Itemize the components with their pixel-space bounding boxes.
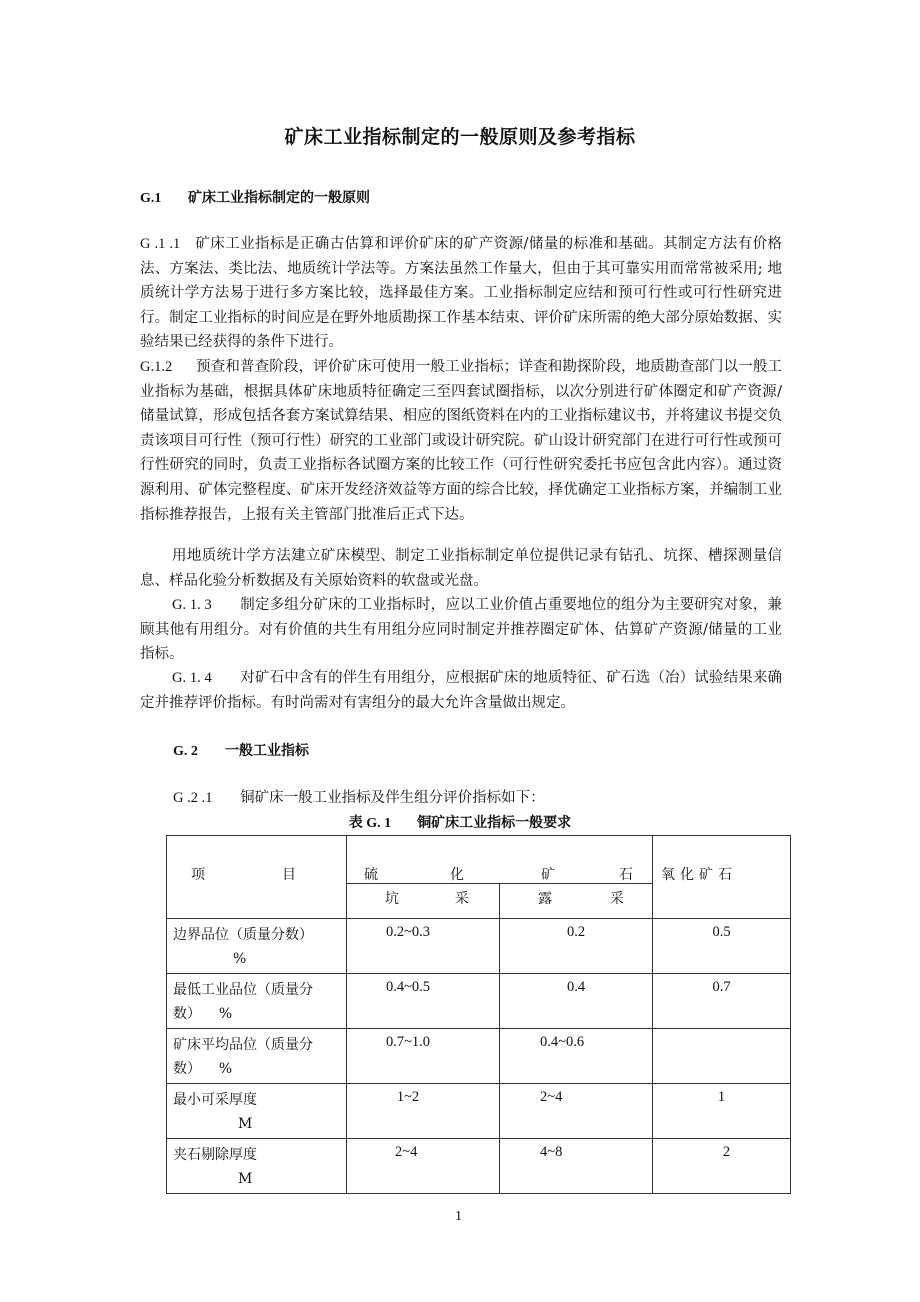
clause-number: G. 1. 4	[172, 670, 212, 686]
clause-number: G.1.2	[140, 359, 173, 375]
clause-number: G .1 .1	[140, 236, 181, 252]
table-row	[167, 919, 791, 974]
row-label	[167, 1139, 347, 1194]
table-row	[167, 974, 791, 1029]
cell-openpit: 4~8	[500, 1139, 653, 1194]
paragraph-text: 用地质统计学方法建立矿床模型、制定工业指标制定单位提供记录有钻孔、坑探、槽探测量信息、样品化验分析数据及有关原始资料的软盘或光盘。	[140, 548, 782, 589]
row-label-text: 边界品位（质量分数）	[173, 927, 313, 943]
table-row	[167, 1029, 791, 1084]
header-char: 采	[610, 890, 624, 907]
row-label	[167, 1029, 347, 1084]
header-oxide-text: 氧化矿石	[661, 867, 737, 883]
row-label-text	[173, 978, 328, 1026]
header-item-char: 项	[191, 867, 205, 883]
clause-number: G .2 .1	[173, 790, 213, 806]
cell-openpit: 0.2	[500, 919, 653, 974]
cell-underground: 2~4	[347, 1139, 500, 1194]
row-unit: %	[218, 1061, 233, 1077]
header-char: 坑	[385, 890, 399, 907]
paragraph-geostat	[140, 544, 782, 593]
clause-text: 预查和普查阶段，评价矿床可使用一般工业指标；详查和勘探阶段，地质勘查部门以一般工业指标为基础，根据具体矿床地质特征确定三至四套试圈指标，以次分别进行矿体圈定和矿产资源/储量试算，形成包括各套方案试算结果、相应的图纸资料在内的工业指标建议书，并将建议书提交负责该项目可行性（预可行性）研究的工业部门或设计研究院。矿山设计研究部门在进行可行性或预可行性研究的同时，负责工业指标各试圈方案的比较工作（可行性研究委托书应包含此内容）。通过资源利用、矿体完整程度、矿床开发经济效益等方面的综合比较，择优确定工业指标方案，并编制工业指标推荐报告，上报有关主管部门批准后正式下达。	[140, 359, 782, 523]
document-title: 矿床工业指标制定的一般原则及参考指标	[284, 126, 636, 148]
row-label-span: 最低工业品位（质量分数）	[173, 982, 313, 1022]
cell-oxide: 1	[653, 1084, 791, 1139]
header-item	[167, 836, 347, 919]
section-title: 矿床工业指标制定的一般原则	[188, 190, 370, 206]
clause-text: 制定多组分矿床的工业指标时，应以工业价值占重要地位的组分为主要研究对象，兼顾其他有用组分。对有价值的共生有用组分应同时制定并推荐圈定矿体、估算矿产资源/储量的工业指标。	[140, 597, 782, 663]
cell-oxide	[653, 1029, 791, 1084]
cell-underground: 1~2	[347, 1084, 500, 1139]
table-title: 铜矿床工业指标一般要求	[417, 815, 572, 831]
paragraph-g221	[173, 786, 773, 811]
page-number: 1	[455, 1209, 462, 1224]
section-number: G.1	[140, 191, 162, 206]
cell-oxide: 0.7	[653, 974, 791, 1029]
row-label	[167, 974, 347, 1029]
cell-oxide: 0.5	[653, 919, 791, 974]
cell-openpit: 0.4~0.6	[500, 1029, 653, 1084]
header-oxide-ore	[653, 836, 791, 919]
header-item-char: 目	[282, 867, 296, 883]
row-label-text: 夹石剔除厚度	[173, 1147, 257, 1163]
cell-openpit: 2~4	[500, 1084, 653, 1139]
header-char: 露	[538, 890, 552, 907]
table-number: 表 G. 1	[348, 816, 392, 831]
row-unit: %	[218, 1006, 233, 1022]
header-char: 硫	[364, 867, 378, 883]
header-underground	[347, 883, 500, 918]
row-label-text: 最小可采厚度	[173, 1092, 257, 1108]
paragraph-g112	[140, 355, 782, 527]
row-label	[167, 919, 347, 974]
header-char: 石	[619, 867, 633, 883]
table-caption	[0, 812, 920, 832]
section-heading-g1	[140, 187, 370, 207]
clause-text: 矿床工业指标是正确古估算和评价矿床的矿产资源/储量的标准和基础。其制定方法有价格法、方案法、类比法、地质统计学法等。方案法虽然工作量大，但由于其可靠实用而常常被采用; 地质统计学方法易于进行多方案比较，选择最佳方案。工业指标制定应结和预可行性或可行性研究进行。制定工业指标的时间应是在野外地质勘探工作基本结束、评价矿床所需的绝大部分原始数据、实验结果已经获得的条件下进行。	[140, 236, 782, 351]
header-char: 矿	[541, 867, 555, 883]
copper-index-table	[166, 835, 791, 1194]
row-unit: %	[233, 951, 247, 967]
section-heading-g2	[173, 740, 309, 760]
row-label-span: 矿床平均品位（质量分数）	[173, 1037, 313, 1077]
cell-underground: 0.4~0.5	[347, 974, 500, 1029]
section-number: G. 2	[173, 744, 198, 759]
section-title: 一般工业指标	[225, 743, 309, 759]
row-label-text	[173, 1033, 328, 1081]
cell-underground: 0.2~0.3	[347, 919, 500, 974]
header-char: 化	[450, 867, 464, 883]
table-row	[167, 1139, 791, 1194]
cell-oxide: 2	[653, 1139, 791, 1194]
clause-text: 铜矿床一般工业指标及伴生组分评价指标如下：	[240, 790, 545, 806]
cell-underground: 0.7~1.0	[347, 1029, 500, 1084]
cell-openpit: 0.4	[500, 974, 653, 1029]
clause-text: 对矿石中含有的伴生有用组分，应根据矿床的地质特征、矿石选（冶）试验结果来确定并推荐评价指标。有时尚需对有害组分的最大允许含量做出规定。	[140, 670, 782, 711]
table-row	[167, 1084, 791, 1139]
clause-number: G. 1. 3	[172, 597, 212, 613]
row-unit: M	[238, 1171, 253, 1187]
paragraph-g114	[140, 666, 782, 715]
paragraph-g111	[140, 232, 782, 355]
header-sulfide-ore	[347, 836, 653, 884]
header-openpit	[500, 883, 653, 918]
row-label	[167, 1084, 347, 1139]
row-unit: M	[238, 1116, 253, 1132]
header-char: 采	[455, 890, 469, 907]
paragraph-g113	[140, 593, 782, 667]
